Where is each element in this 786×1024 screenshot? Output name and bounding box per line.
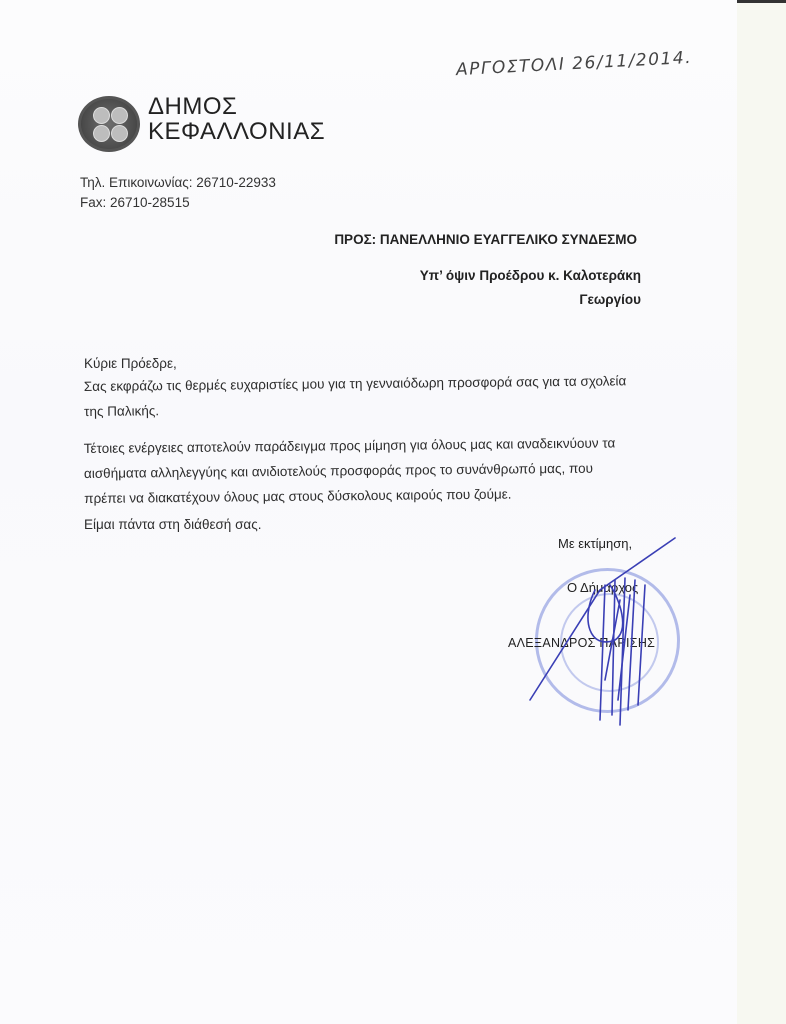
paragraph-3: Είμαι πάντα στη διάθεσή σας. — [84, 517, 262, 532]
signature-icon — [500, 530, 700, 730]
signer-title: Ο Δήμαρχος — [567, 580, 639, 595]
paragraph-1 — [84, 368, 627, 424]
contact-info — [80, 173, 276, 213]
paragraph-2-line3: πρέπει να διακατέχουν όλους μας στους δύσκολους καιρούς που ζούμε. — [84, 486, 512, 506]
paragraph-2 — [84, 430, 616, 511]
closing: Με εκτίμηση, — [558, 536, 633, 551]
handwritten-place-date: ΑΡΓΟΣΤΟΛΙ 26/11/2014. — [455, 47, 693, 81]
org-name-line1: ΔΗΜΟΣ — [148, 93, 238, 120]
municipality-seal-icon — [78, 96, 140, 152]
paragraph-2-line2: αισθήματα αλληλεγγύης και ανιδιοτελούς προσφοράς προς το συνάνθρωπό μας, που — [83, 460, 594, 481]
paragraph-1-line2: της Παλικής. — [84, 403, 160, 419]
attention-line2: Γεωργίου — [579, 292, 641, 307]
fax-line: Fax: 26710-28515 — [80, 195, 190, 210]
paragraph-2-line1: Τέτοιες ενέργειες αποτελούν παράδειγμα προς μίμηση για όλους μας και αναδεικνύουν τα — [83, 435, 616, 457]
paragraph-1-line1: Σας εκφράζω τις θερμές ευχαριστίες μου για τη γενναιόδωρη προσφορά σας για τα σχολεία — [83, 373, 627, 395]
attention-line1: Υπ’ όψιν Προέδρου κ. Καλοτεράκη — [419, 268, 641, 283]
salutation: Κύριε Πρόεδρε, — [84, 356, 177, 371]
phone-line: Τηλ. Επικοινωνίας: 26710-22933 — [80, 175, 276, 190]
org-name-line2: ΚΕΦΑΛΛΟΝΙΑΣ — [148, 118, 326, 145]
recipient-line: ΠΡΟΣ: ΠΑΝΕΛΛΗΝΙΟ ΕΥΑΓΓΕΛΙΚΟ ΣΥΝΔΕΣΜΟ — [334, 232, 637, 247]
scan-edge — [736, 0, 786, 3]
letterhead-org-name — [148, 94, 325, 144]
attention-block — [420, 264, 641, 312]
signer-name: ΑΛΕΞΑΝΔΡΟΣ ΠΑΡΙΣΗΣ — [508, 636, 656, 650]
